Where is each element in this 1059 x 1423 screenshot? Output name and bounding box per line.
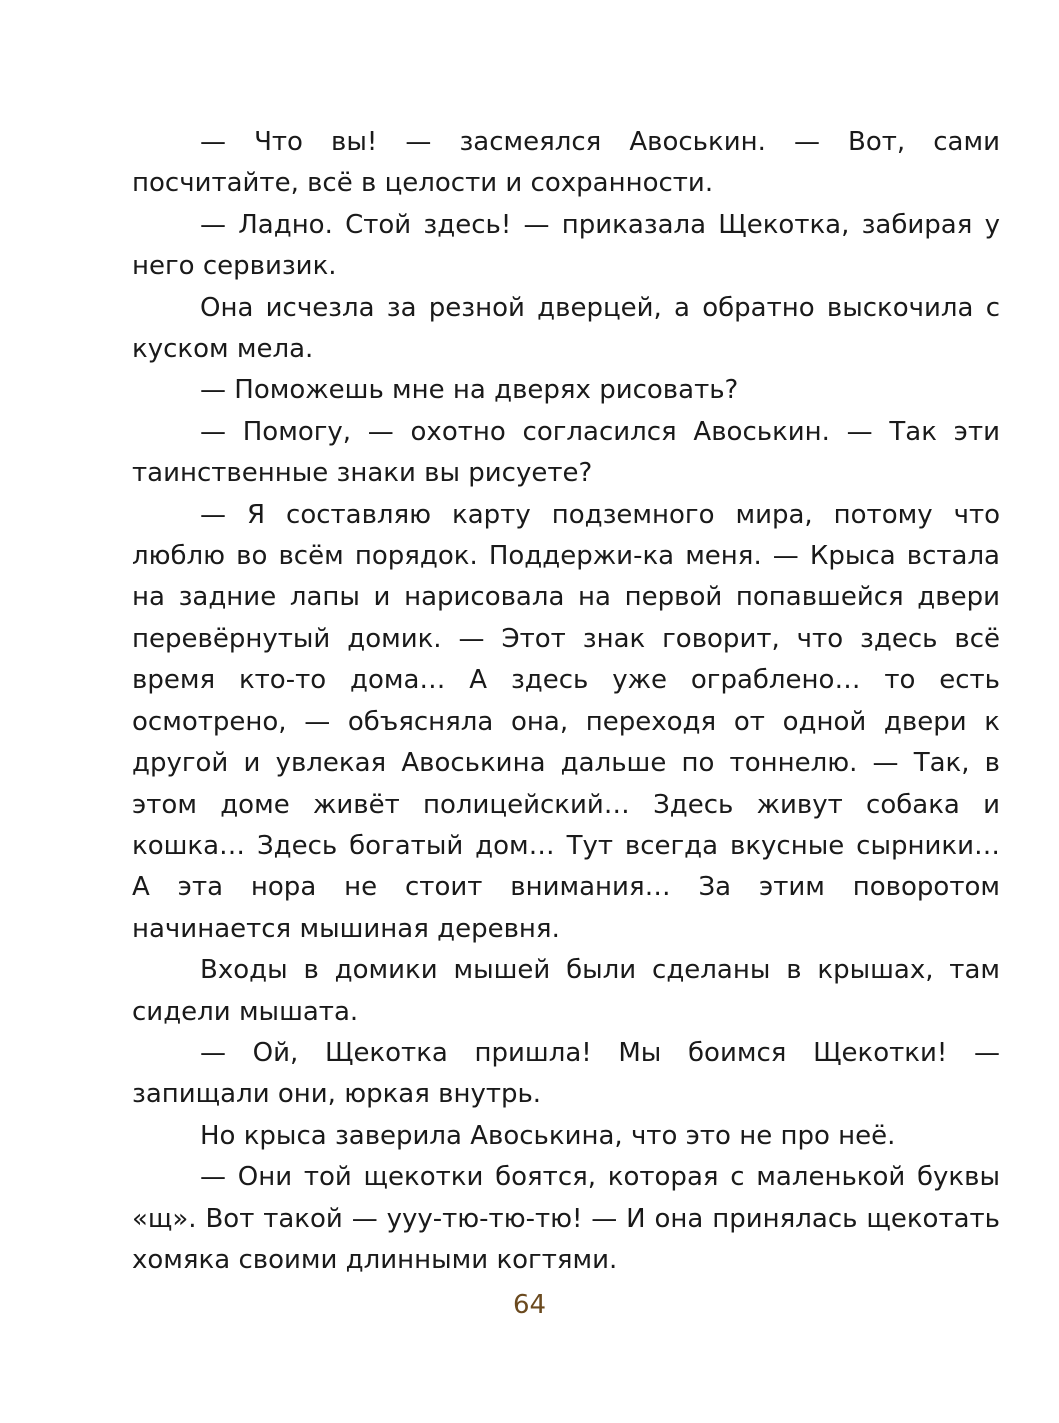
body-text (132, 122, 1000, 1281)
paragraph: — Что вы! — засмеялся Авоськин. — Вот, сами посчитайте, всё в целости и сохранности. (132, 127, 1000, 199)
page-number: 64 (512, 1290, 547, 1320)
paragraph: Но крыса заверила Авоськина, что это не про неё. (200, 1120, 896, 1151)
paragraph: — Я составляю карту подземного мира, потому что люблю во всём порядок. Поддержи-ка меня. — Крыса встала на задние лапы и нарисовала на первой попавшейся двери перевёрнутый домик. — Этот знак говорит, что здесь всё время кто-то дома… А здесь уже ограблено… то есть осмотрено, — объясняла она, переходя от одной двери к другой и увлекая Авоськина дальше по тоннелю. — Так, в этом доме живёт полицейский… Здесь живут собака и кошка… Здесь богатый дом… Тут всегда вкусные сырники… А эта нора не стоит внимания… За этим поворотом начинается мышиная деревня. (132, 499, 1000, 944)
paragraph: — Ой, Щекотка пришла! Мы боимся Щекотки! — запищали они, юркая внутрь. (132, 1037, 1000, 1110)
paragraph: — Поможешь мне на дверях рисовать? (200, 375, 739, 406)
paragraph: — Они той щекотки боятся, которая с маленькой буквы «щ». Вот такой — ууу-тю-тю-тю! — И она принялась щекотать хомяка своими длинными когтями. (132, 1162, 1000, 1275)
paragraph: Входы в домики мышей были сделаны в крышах, там сидели мышата. (132, 955, 1000, 1027)
paragraph: — Помогу, — охотно согласился Авоськин. — Так эти таинственные знаки вы рисуете? (132, 416, 1000, 489)
paragraph: Она исчезла за резной дверцей, а обратно выскочила с куском мела. (132, 292, 1000, 365)
paragraph: — Ладно. Стой здесь! — приказала Щекотка, забирая у него сервизик. (132, 209, 1000, 282)
